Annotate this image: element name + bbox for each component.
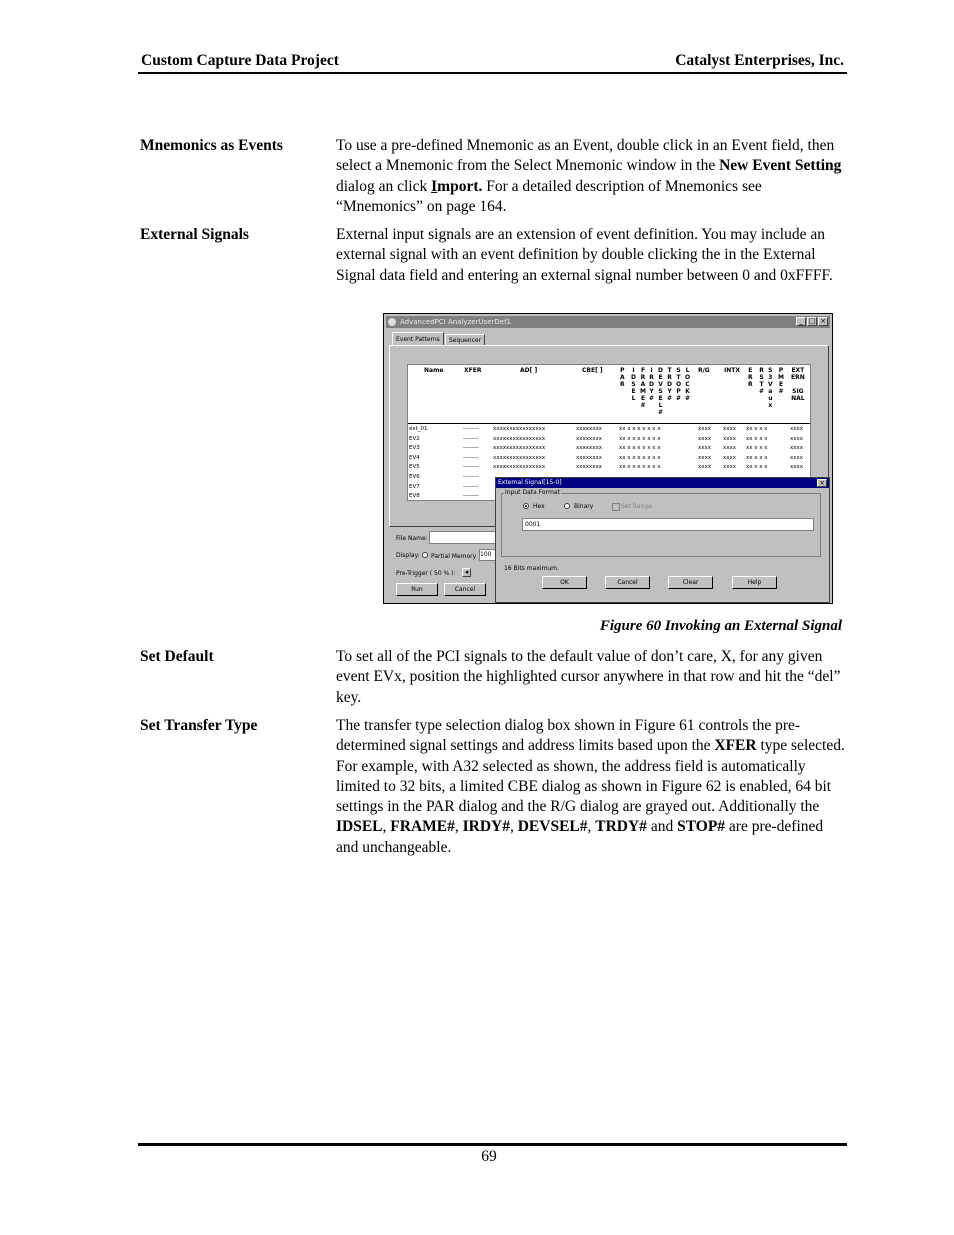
col-header-name: Name [424,367,444,374]
grid-header-divider [408,423,810,424]
figure-caption: Figure 60 Invoking an External Signal [599,618,842,634]
col-header-lock: L O C K # [685,367,691,402]
window-titlebar [386,316,830,328]
grid-cell-ext[interactable]: xxxx [790,426,804,432]
grid-cell-tail[interactable]: xx x x x [746,435,768,442]
grid-cell-xfer[interactable]: -------- [463,435,479,442]
grid-cell-cbe[interactable]: xxxxxxxx [576,435,603,442]
grid-cell-ext[interactable]: xxxx [790,445,804,452]
grid-cell-cbe[interactable]: xxxxxxxx [576,445,603,452]
run-button[interactable]: Run [396,583,438,596]
grid-cell-tail[interactable]: xx x x x [746,464,768,471]
grid-cell-ad[interactable]: xxxxxxxxxxxxxxxx [493,435,546,442]
scroll-left-icon[interactable]: ◂ [462,568,471,577]
dialog-cancel-button[interactable]: Cancel [605,576,650,589]
grid-cell-name[interactable]: EV3 [409,445,420,452]
grid-cell-tail[interactable]: xx x x x [746,426,768,432]
col-header-rg: R/G [698,367,710,374]
grid-cell-ad[interactable]: xxxxxxxxxxxxxxxx [493,426,546,432]
ok-button[interactable]: OK [542,576,587,589]
grid-cell-ext[interactable]: xxxx [790,454,804,461]
header-rule [138,72,847,74]
grid-cell-name[interactable]: EV6 [409,474,420,480]
file-name-input[interactable] [429,531,501,544]
page-number: 69 [481,1148,497,1165]
para-external-signals: External input signals are an extension of event definition. You may include an external signal with an event definition by double clicking the in the External Signal data field and entering an external signal number between 0 and 0xFFFF. [336,226,833,284]
term-set-default: Set Default [140,648,214,665]
grid-cell-rg[interactable]: xxxx [698,445,712,452]
grid-cell-name[interactable]: ext_01 [409,426,428,432]
col-header-frame: F R A M E # [640,367,646,409]
grid-cell-xfer[interactable]: -------- [463,474,479,480]
term-set-transfer-type: Set Transfer Type [140,717,258,734]
footer-rule [138,1143,847,1146]
minimize-icon[interactable]: _ [796,317,806,326]
grid-cell-bits[interactable]: xx x x x x x x x [619,454,661,461]
grid-cell-ad[interactable]: xxxxxxxxxxxxxxxx [493,454,546,461]
bits-max-hint: 16 Bits maximum. [504,565,559,572]
binary-radio[interactable] [564,503,570,509]
col-header-rst: R S T # [759,367,765,395]
grid-cell-name[interactable]: EV8 [409,493,420,500]
col-header-external-signal: EXT ERN SIG NAL [791,367,805,402]
grid-cell-intx[interactable]: xxxx [723,435,737,442]
col-header-idsel: I D S E L [631,367,636,402]
grid-cell-bits[interactable]: xx x x x x x x x [619,435,661,442]
external-signal-dialog [495,477,830,603]
grid-cell-rg[interactable]: xxxx [698,426,712,432]
grid-cell-tail[interactable]: xx x x x [746,445,768,452]
close-icon[interactable]: × [818,317,828,326]
grid-cell-cbe[interactable]: xxxxxxxx [576,464,603,471]
grid-cell-xfer[interactable]: -------- [463,454,479,461]
grid-cell-rg[interactable]: xxxx [698,435,712,442]
term-mnemonics-as-events: Mnemonics as Events [140,137,283,154]
display-value-field[interactable]: 100 [479,549,501,561]
col-header-pme: P M E # [778,367,784,395]
dialog-title: External Signal[15-0] [496,478,829,488]
help-button[interactable]: Help [732,576,777,589]
external-signal-input[interactable]: 0001 [522,518,814,531]
external-signal-screenshot [383,313,833,604]
clear-button[interactable]: Clear [668,576,713,589]
grid-cell-rg[interactable]: xxxx [698,454,712,461]
grid-cell-bits[interactable]: xx x x x x x x x [619,426,661,432]
grid-cell-ext[interactable]: xxxx [790,464,804,471]
col-header-par: P A R [620,367,625,388]
grid-cell-xfer[interactable]: -------- [463,464,479,471]
grid-cell-xfer[interactable]: -------- [463,445,479,452]
grid-cell-rg[interactable]: xxxx [698,464,712,471]
display-label: Display: [396,552,420,559]
col-header-cbe: CBE[ ] [582,367,603,374]
header-company: Catalyst Enterprises, Inc. [675,52,844,69]
col-header-irdy: I R D Y # [649,367,655,402]
grid-cell-name[interactable]: EV7 [409,483,420,490]
col-header-ad: AD[ ] [520,367,538,374]
col-header-devsel: D E V S E L # [658,367,664,416]
hex-label: Hex [533,503,545,510]
hex-radio[interactable] [523,503,529,509]
grid-cell-cbe[interactable]: xxxxxxxx [576,426,603,432]
grid-cell-intx[interactable]: xxxx [723,464,737,471]
file-name-label: File Name: [396,535,428,542]
grid-cell-ext[interactable]: xxxx [790,435,804,442]
tab-event-patterns[interactable]: Event Patterns [392,332,444,346]
header-title: Custom Capture Data Project [141,52,339,69]
grid-cell-name[interactable]: EV5 [409,464,420,471]
grid-cell-ad[interactable]: xxxxxxxxxxxxxxxx [493,464,546,471]
window-title: AdvancedPCI AnalyzerUserDef1 [400,318,512,326]
grid-cell-xfer[interactable]: -------- [463,483,479,490]
col-header-xfer: XFER [464,367,482,374]
term-external-signals: External Signals [140,226,249,243]
tab-sequencer[interactable]: Sequencer [445,334,485,346]
cancel-button[interactable]: Cancel [444,583,486,596]
grid-cell-bits[interactable]: xx x x x x x x x [619,464,661,471]
grid-cell-ad[interactable]: xxxxxxxxxxxxxxxx [493,445,546,452]
col-header-stop: S T O P # [676,367,682,402]
grid-cell-tail[interactable]: xx x x x [746,454,768,461]
col-header-trdy: T R D Y # [667,367,673,402]
input-format-label: Input Data Format [505,489,560,496]
partial-memory-label: Partial Memory [431,553,477,560]
dialog-close-icon[interactable]: × [817,479,827,487]
grid-cell-xfer[interactable]: -------- [463,493,479,500]
col-header-err: E R R [748,367,753,388]
grid-cell-bits[interactable]: xx x x x x x x x [619,445,661,452]
para-set-default: To set all of the PCI signals to the default value of don’t care, X, for any given event EVx, position the highlighted cursor anywhere in that row and hit the “del” key. [336,648,841,706]
grid-cell-cbe[interactable]: xxxxxxxx [576,454,603,461]
maximize-icon[interactable]: □ [808,317,816,325]
grid-cell-name[interactable]: EV2 [409,435,420,442]
set-range-label: Set Range [621,503,652,510]
app-icon [388,318,396,326]
binary-label: Binary [574,503,594,510]
grid-cell-name[interactable]: EV4 [409,454,420,461]
partial-memory-radio[interactable] [422,552,428,558]
col-header-intx: INTX [724,367,740,374]
grid-cell-intx[interactable]: xxxx [723,426,737,432]
para-set-transfer-type: The transfer type selection dialog box shown in Figure 61 controls the pre-determined signal settings and address limits based upon the XFER type selected. For example, with A32 selected as shown, the address field is automatically limited to 32 bits, a limited CBE dialog as shown in Figure 62 is enabled, 64 bit settings in the PAR dialog and the R/G dialog are grayed out. Additionally the IDSEL, FRAME#, IRDY#, DEVSEL#, TRDY# and STOP# are pre-defined and unchangeable. [336,717,845,856]
para-mnemonics-as-events: To use a pre-defined Mnemonic as an Event, double click in an Event field, then select a Mnemonic from the Select Mnemonic window in the New Event Setting dialog an click Import. For a detailed description of Mnemonics see “Mnemonics” on page 164. [336,137,842,215]
grid-cell-xfer[interactable]: -------- [463,426,479,432]
grid-cell-intx[interactable]: xxxx [723,454,737,461]
pretrigger-label: Pre-Trigger ( 50 % ): [396,570,456,577]
col-header-3vaux: S 3 V a u x [768,367,773,409]
grid-cell-intx[interactable]: xxxx [723,445,737,452]
set-range-checkbox[interactable] [612,503,620,511]
